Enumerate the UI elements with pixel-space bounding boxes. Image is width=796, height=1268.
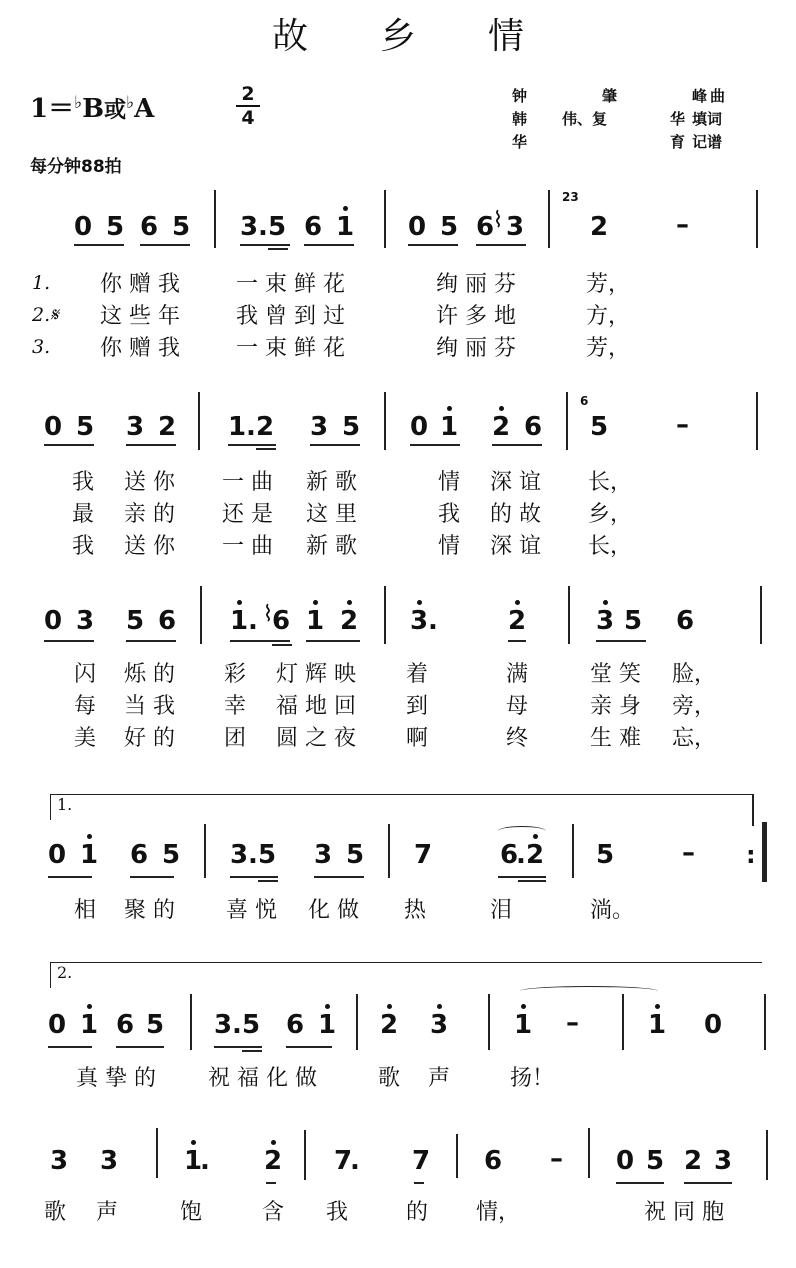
lyric-text: 长， <box>588 470 633 495</box>
high-octave-dot <box>387 1004 392 1009</box>
high-octave-dot <box>87 834 92 839</box>
note: 6 <box>476 212 495 242</box>
barline <box>766 1130 768 1180</box>
note: 0 <box>616 1146 635 1176</box>
lyric-text: 彩 <box>224 662 247 687</box>
lyric-text: 我 <box>72 470 95 495</box>
note: 2 <box>158 412 177 442</box>
lyric-text: 喜 悦 <box>226 898 277 923</box>
barline <box>756 392 758 450</box>
note: 5 <box>242 1010 261 1040</box>
lyric-text: 好 的 <box>124 726 175 751</box>
lyric-text: 乡， <box>588 502 633 527</box>
lyric-text: 你 赠 我 <box>100 336 180 361</box>
lyric-text: 啊 <box>406 726 429 751</box>
barline <box>572 824 574 878</box>
lyric-text: 饱 <box>180 1200 203 1225</box>
barline <box>456 1134 458 1178</box>
lyric-text: 脸， <box>672 662 717 687</box>
lyric-text: 母 <box>506 694 529 719</box>
lyric-text: 一 曲 <box>222 534 273 559</box>
lyric-text: 祝 福 化 做 <box>208 1066 317 1091</box>
dot: . <box>246 412 256 442</box>
beam-underline <box>268 248 288 250</box>
lyric-text: 闪 <box>74 662 97 687</box>
beam-underline <box>116 1046 164 1048</box>
lyric-text: 灯 辉 映 <box>276 662 356 687</box>
beam-underline <box>304 244 354 246</box>
beam-underline <box>44 444 94 446</box>
lyric-text: 歌 <box>44 1200 67 1225</box>
lyric-text: 芳， <box>586 272 631 297</box>
note: 6 <box>484 1146 503 1176</box>
beam-underline <box>48 1046 92 1048</box>
time-signature <box>236 84 260 128</box>
lyric-text: 芳， <box>586 336 631 361</box>
dot: . <box>258 212 268 242</box>
note: 1 <box>318 1010 336 1040</box>
note: 1 <box>80 1010 98 1040</box>
lyric-text: 淌。 <box>590 898 635 923</box>
lyric-text: 团 <box>224 726 247 751</box>
credit-name: 钟 <box>512 87 528 105</box>
barline <box>548 190 550 248</box>
note: 5 <box>126 606 145 636</box>
lyric-text: 福 地 回 <box>276 694 356 719</box>
note: 2 <box>590 212 609 242</box>
high-octave-dot <box>347 600 352 605</box>
dot: . <box>248 606 258 636</box>
note: 1 <box>306 606 324 636</box>
note: 6 <box>500 840 519 870</box>
high-octave-dot <box>191 1140 196 1145</box>
grace-note: 23 <box>562 190 579 204</box>
note: 3 <box>410 606 428 636</box>
lyric-text: 许 多 地 <box>436 304 516 329</box>
high-octave-dot <box>417 600 422 605</box>
note: 0 <box>44 412 63 442</box>
note: 7 <box>412 1146 431 1176</box>
lyric-text: 圆 之 夜 <box>276 726 356 751</box>
note: 1 <box>184 1146 202 1176</box>
note: 0 <box>44 606 63 636</box>
note: 5 <box>162 840 181 870</box>
barline <box>356 994 358 1050</box>
beam-underline <box>272 644 292 646</box>
note: 6 <box>676 606 695 636</box>
lyric-text: 亲 身 <box>590 694 641 719</box>
lyric-text: 方， <box>586 304 631 329</box>
verse-number: 1. <box>32 272 51 294</box>
barline <box>200 586 202 644</box>
high-octave-dot <box>533 834 538 839</box>
lyric-text: 我 <box>438 502 461 527</box>
lyric-text: 聚 的 <box>124 898 175 923</box>
lyric-text: 情， <box>476 1200 521 1225</box>
volta-end-line <box>752 794 754 826</box>
lyric-text: 含 <box>262 1200 285 1225</box>
beam-underline <box>44 640 94 642</box>
note: 2 <box>380 1010 398 1040</box>
lyric-text: 深 谊 <box>490 470 541 495</box>
lyric-text: 还 是 <box>222 502 273 527</box>
note: 2 <box>492 412 510 442</box>
beam-underline <box>414 1182 424 1184</box>
barline <box>198 392 200 450</box>
lyric-text: 声 <box>428 1066 451 1091</box>
note: 1 <box>228 412 247 442</box>
song-title: 故乡情 <box>271 16 596 57</box>
key-signature <box>30 88 154 125</box>
note: 3 <box>214 1010 233 1040</box>
barline <box>384 190 386 248</box>
note: 0 <box>408 212 427 242</box>
note: 1 <box>336 212 354 242</box>
beam-underline <box>410 444 460 446</box>
note: 6 <box>272 606 291 636</box>
note: 5 <box>346 840 365 870</box>
beam-underline <box>228 444 276 446</box>
flat-icon: ♭ <box>74 93 83 113</box>
lyric-text: 忘， <box>672 726 717 751</box>
verse-number: 3. <box>32 336 51 358</box>
sustain-dash: – <box>676 210 689 240</box>
note: 1 <box>80 840 98 870</box>
key-or: 或 <box>104 97 127 123</box>
lyric-text: 着 <box>406 662 429 687</box>
beam-underline <box>242 1050 262 1052</box>
credit-lyricist <box>512 108 738 131</box>
barline <box>566 392 568 450</box>
credit-role: 填词 <box>692 110 723 128</box>
note: 1 <box>230 606 248 636</box>
lyric-text: 这 些 年 <box>100 304 180 329</box>
dot: . <box>428 606 438 636</box>
note: 7 <box>334 1146 353 1176</box>
credit-name: 育 <box>670 133 686 151</box>
beam-underline <box>126 640 176 642</box>
lyric-text: 情 <box>438 534 461 559</box>
lyric-text: 美 <box>74 726 97 751</box>
lyric-text: 一 束 鲜 花 <box>236 336 345 361</box>
beam-underline <box>140 244 190 246</box>
grace-note: 6 <box>580 394 589 408</box>
lyric-text: 亲 的 <box>124 502 175 527</box>
credit-name: 华 <box>670 110 686 128</box>
lyric-text: 这 里 <box>306 502 357 527</box>
repeat-dots: : <box>746 841 756 869</box>
lyric-text: 每 <box>74 694 97 719</box>
note: 0 <box>74 212 93 242</box>
lyric-text: 送 你 <box>124 470 175 495</box>
beam-underline <box>616 1182 664 1184</box>
barline <box>384 392 386 450</box>
slur-arc <box>498 826 546 836</box>
lyric-text: 堂 笑 <box>590 662 641 687</box>
sustain-dash: – <box>676 410 689 440</box>
lyric-text: 情 <box>438 470 461 495</box>
credit-composer <box>512 85 738 108</box>
dot: . <box>516 840 526 870</box>
lyric-text: 的 <box>406 1200 429 1225</box>
beam-underline <box>230 640 290 642</box>
lyric-text: 相 <box>74 898 97 923</box>
credit-name: 肇 <box>602 87 618 105</box>
lyric-text: 最 <box>72 502 95 527</box>
credit-name: 华 <box>512 133 528 151</box>
barline <box>156 1128 158 1178</box>
dot: . <box>232 1010 242 1040</box>
lyric-text: 我 <box>72 534 95 559</box>
sustain-dash: – <box>682 838 695 868</box>
note: 2 <box>256 412 275 442</box>
note: 0 <box>48 1010 67 1040</box>
high-octave-dot <box>87 1004 92 1009</box>
high-octave-dot <box>499 406 504 411</box>
beam-underline <box>518 880 546 882</box>
barline <box>190 994 192 1050</box>
lyric-text: 泪 <box>490 898 513 923</box>
lyric-text: 送 你 <box>124 534 175 559</box>
verse-number: 2.𝄋 <box>32 304 59 326</box>
note: 3 <box>240 212 259 242</box>
lyric-text: 祝 同 胞 <box>644 1200 724 1225</box>
beam-underline <box>258 880 278 882</box>
lyric-text: 终 <box>506 726 529 751</box>
note: 6 <box>286 1010 305 1040</box>
lyric-text: 真 挚 的 <box>76 1066 156 1091</box>
note: 5 <box>646 1146 665 1176</box>
lyric-text: 一 曲 <box>222 470 273 495</box>
note: 1 <box>440 412 458 442</box>
note: 6 <box>116 1010 135 1040</box>
high-octave-dot <box>603 600 608 605</box>
lyric-text: 生 难 <box>590 726 641 751</box>
barline <box>214 190 216 248</box>
credits <box>512 85 738 154</box>
credit-role: 曲 <box>710 87 726 105</box>
volta-2-bracket <box>50 962 762 988</box>
high-octave-dot <box>437 1004 442 1009</box>
high-octave-dot <box>237 600 242 605</box>
barline <box>760 586 762 644</box>
lyric-text: 幸 <box>224 694 247 719</box>
beam-underline <box>240 244 290 246</box>
note: 5 <box>146 1010 165 1040</box>
credit-name: 峰 <box>692 87 708 105</box>
barline <box>568 586 570 644</box>
lyric-text: 长， <box>588 534 633 559</box>
note: 5 <box>624 606 643 636</box>
barline <box>488 994 490 1050</box>
high-octave-dot <box>655 1004 660 1009</box>
note: 3 <box>100 1146 119 1176</box>
note: 6 <box>140 212 159 242</box>
lyric-text: 我 曾 到 过 <box>236 304 345 329</box>
credit-transcriber <box>512 131 738 154</box>
lyric-text: 热 <box>404 898 427 923</box>
lyric-text: 绚 丽 芬 <box>436 336 516 361</box>
note: 5 <box>440 212 459 242</box>
lyric-text: 的 故 <box>490 502 541 527</box>
flat-icon: ♭ <box>126 93 135 113</box>
beam-underline <box>596 640 646 642</box>
high-octave-dot <box>343 206 348 211</box>
sustain-dash: – <box>550 1144 563 1174</box>
tie-arc <box>520 986 658 996</box>
beam-underline <box>476 244 526 246</box>
beam-underline <box>74 244 124 246</box>
note: 5 <box>106 212 125 242</box>
beam-underline <box>286 1046 332 1048</box>
beam-underline <box>492 444 542 446</box>
note: 3 <box>596 606 614 636</box>
repeat-end-thick-barline <box>762 822 767 882</box>
dot: . <box>200 1146 210 1176</box>
note: 6 <box>130 840 149 870</box>
note: 5 <box>590 412 609 442</box>
barline <box>764 994 766 1050</box>
dot: . <box>350 1146 360 1176</box>
note: 7 <box>414 840 433 870</box>
note: 2 <box>264 1146 282 1176</box>
high-octave-dot <box>521 1004 526 1009</box>
beam-underline <box>48 876 92 878</box>
beam-underline <box>256 448 276 450</box>
beam-underline <box>314 876 364 878</box>
note: 0 <box>410 412 429 442</box>
lyric-text: 你 赠 我 <box>100 272 180 297</box>
beam-underline <box>408 244 458 246</box>
note: 3 <box>230 840 249 870</box>
note: 3 <box>50 1146 69 1176</box>
sustain-dash: – <box>566 1008 579 1038</box>
beam-underline <box>306 640 360 642</box>
note: 3 <box>714 1146 733 1176</box>
lyric-text: 新 歌 <box>306 534 357 559</box>
vibrato-mark: ⌇ <box>262 602 274 627</box>
time-sig-top: 2 <box>241 83 255 105</box>
barline <box>622 994 624 1050</box>
barline <box>588 1128 590 1178</box>
high-octave-dot <box>515 600 520 605</box>
note: 5 <box>172 212 191 242</box>
note: 6 <box>524 412 543 442</box>
lyric-text: 旁， <box>672 694 717 719</box>
lyric-text: 绚 丽 芬 <box>436 272 516 297</box>
beam-underline <box>126 444 176 446</box>
note: 0 <box>48 840 67 870</box>
credit-name: 韩 <box>512 110 528 128</box>
note: 5 <box>268 212 287 242</box>
beam-underline <box>508 640 526 642</box>
note: 6 <box>158 606 177 636</box>
note: 1 <box>514 1010 532 1040</box>
note: 6 <box>304 212 323 242</box>
volta-number: 2. <box>57 963 73 982</box>
lyric-text: 满 <box>506 662 529 687</box>
key-b: B <box>82 94 105 124</box>
note: 5 <box>342 412 361 442</box>
lyric-text: 新 歌 <box>306 470 357 495</box>
lyric-text: 歌 <box>378 1066 401 1091</box>
note: 2 <box>508 606 526 636</box>
lyric-text: 我 <box>326 1200 349 1225</box>
beam-underline <box>310 444 360 446</box>
key-a: A <box>134 94 155 124</box>
barline <box>304 1130 306 1180</box>
note: 2 <box>684 1146 703 1176</box>
barline <box>204 824 206 878</box>
lyric-text: 化 做 <box>308 898 359 923</box>
note: 5 <box>76 412 95 442</box>
beam-underline <box>498 876 546 878</box>
lyric-text: 到 <box>406 694 429 719</box>
note: 3 <box>76 606 95 636</box>
high-octave-dot <box>313 600 318 605</box>
lyric-text: 烁 的 <box>124 662 175 687</box>
beam-underline <box>130 876 174 878</box>
lyric-text: 深 谊 <box>490 534 541 559</box>
lyric-text: 一 束 鲜 花 <box>236 272 345 297</box>
time-sig-bottom: 4 <box>241 107 255 129</box>
note: 3 <box>430 1010 448 1040</box>
key-one-equals: 1＝ <box>30 94 75 124</box>
note: 3 <box>506 212 525 242</box>
credit-name: 伟、复 <box>562 110 608 128</box>
note: 0 <box>704 1010 723 1040</box>
beam-underline <box>266 1182 276 1184</box>
note: 1 <box>648 1010 666 1040</box>
volta-number: 1. <box>57 795 73 814</box>
lyric-text: 声 <box>96 1200 119 1225</box>
note: 2 <box>340 606 358 636</box>
high-octave-dot <box>271 1140 276 1145</box>
note: 3 <box>314 840 333 870</box>
note: 3 <box>126 412 145 442</box>
lyric-text: 当 我 <box>124 694 175 719</box>
credit-role: 记谱 <box>692 133 723 151</box>
vibrato-mark: ⌇ <box>492 208 504 233</box>
barline <box>384 586 386 644</box>
lyric-text: 扬！ <box>510 1066 555 1091</box>
beam-underline <box>230 876 278 878</box>
high-octave-dot <box>447 406 452 411</box>
beam-underline <box>684 1182 732 1184</box>
note: 3 <box>310 412 329 442</box>
tempo-marking: 每分钟88拍 <box>30 157 122 177</box>
dot: . <box>248 840 258 870</box>
note: 5 <box>258 840 277 870</box>
high-octave-dot <box>325 1004 330 1009</box>
barline <box>388 824 390 878</box>
barline <box>756 190 758 248</box>
note: 2 <box>526 840 544 870</box>
volta-1-bracket <box>50 794 754 820</box>
note: 5 <box>596 840 615 870</box>
beam-underline <box>214 1046 262 1048</box>
